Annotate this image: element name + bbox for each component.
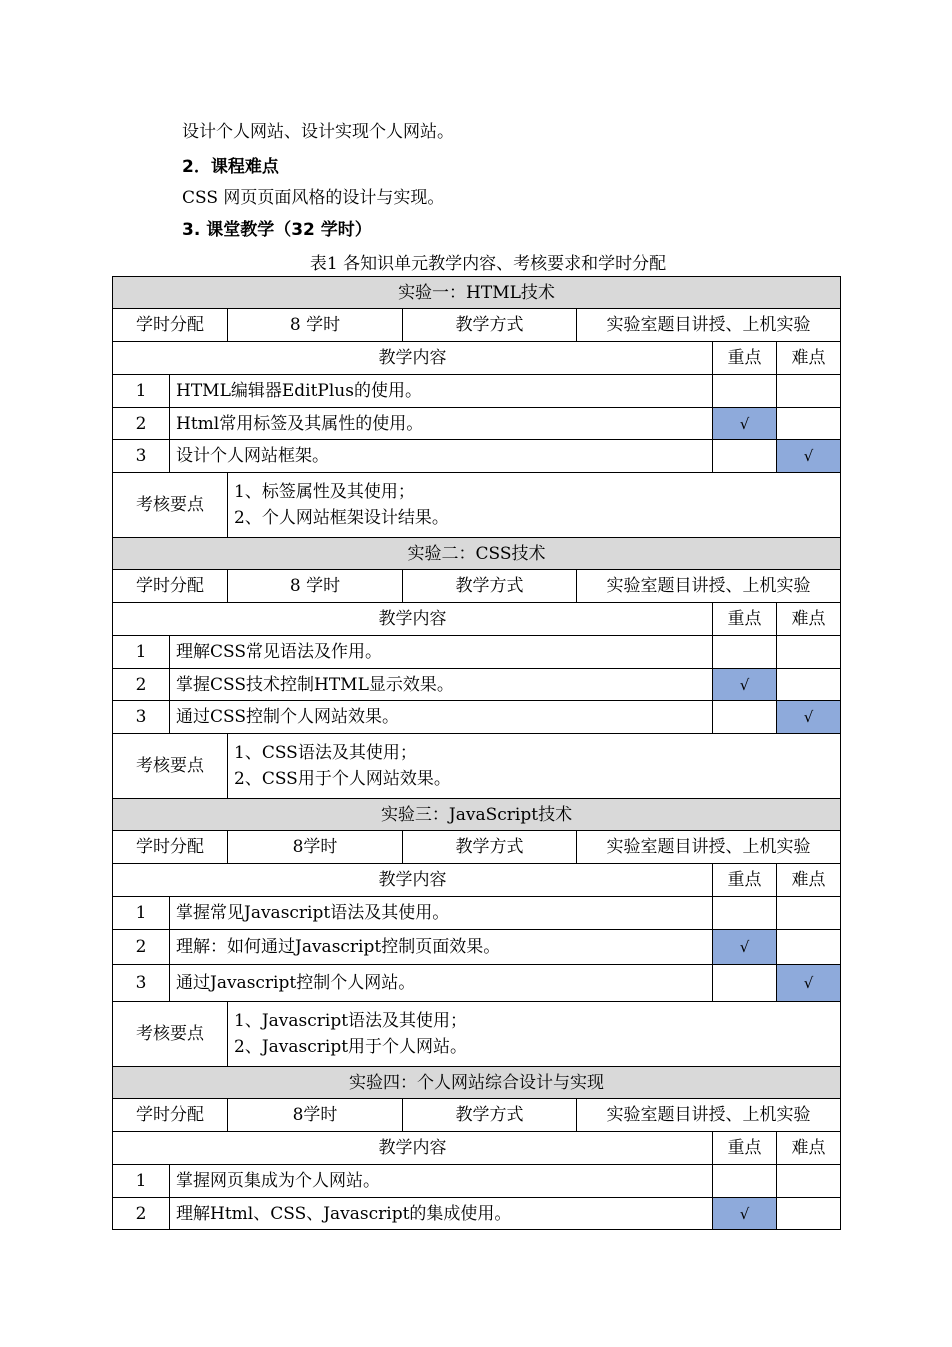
table-row <box>113 1165 841 1198</box>
knowledge-unit-table <box>112 276 841 1230</box>
difficulty-cell <box>777 701 841 734</box>
check-mark-icon: √ <box>739 675 750 694</box>
item-text: 理解CSS常见语法及作用。 <box>170 636 713 669</box>
item-number: 2 <box>113 669 170 701</box>
table-row <box>113 930 841 965</box>
experiment-title-row <box>113 1067 841 1099</box>
assessment-line: 2、CSS用于个人网站效果。 <box>234 769 451 789</box>
key-point-cell <box>713 408 777 440</box>
hours-allocation-row <box>113 831 841 864</box>
difficulty-cell <box>777 897 841 930</box>
table-row <box>113 375 841 408</box>
key-point-cell <box>713 965 777 1002</box>
assessment-line: 2、Javascript用于个人网站。 <box>234 1037 468 1057</box>
assessment-label: 考核要点 <box>113 734 228 799</box>
assessment-row <box>113 1002 841 1067</box>
hours-allocation-row <box>113 1099 841 1132</box>
hours-allocation-row <box>113 570 841 603</box>
content-header-row <box>113 603 841 636</box>
assessment-content <box>228 1002 841 1067</box>
teaching-content-header: 教学内容 <box>113 603 713 636</box>
table-caption: 表1 各知识单元教学内容、考核要求和学时分配 <box>309 254 667 274</box>
difficulty-header: 难点 <box>777 1132 841 1165</box>
hours-value: 8学时 <box>228 1099 403 1132</box>
experiment-title-row <box>113 538 841 570</box>
key-point-cell <box>713 375 777 408</box>
heading-course-difficulties: 2．课程难点 <box>182 157 279 177</box>
hours-value: 8 学时 <box>228 309 403 342</box>
assessment-content <box>228 734 841 799</box>
key-point-cell <box>713 897 777 930</box>
key-point-header: 重点 <box>713 342 777 375</box>
experiment-title: 实验三：JavaScript技术 <box>113 799 841 831</box>
hours-allocation-label: 学时分配 <box>113 309 228 342</box>
teaching-method-value: 实验室题目讲授、上机实验 <box>577 309 841 342</box>
assessment-label: 考核要点 <box>113 473 228 538</box>
difficulty-cell <box>777 636 841 669</box>
hours-allocation-label: 学时分配 <box>113 1099 228 1132</box>
hours-allocation-label: 学时分配 <box>113 570 228 603</box>
content-header-row <box>113 1132 841 1165</box>
experiment-title: 实验四：个人网站综合设计与实现 <box>113 1067 841 1099</box>
hours-value: 8学时 <box>228 831 403 864</box>
item-text: 掌握CSS技术控制HTML显示效果。 <box>170 669 713 701</box>
item-number: 3 <box>113 440 170 473</box>
experiment-title-row <box>113 277 841 309</box>
item-text: 通过CSS控制个人网站效果。 <box>170 701 713 734</box>
item-text: 掌握网页集成为个人网站。 <box>170 1165 713 1198</box>
item-number: 2 <box>113 1198 170 1230</box>
item-text: Html常用标签及其属性的使用。 <box>170 408 713 440</box>
experiment-title-row <box>113 799 841 831</box>
hours-value: 8 学时 <box>228 570 403 603</box>
intro-line-1: 设计个人网站、设计实现个人网站。 <box>182 122 454 142</box>
teaching-content-header: 教学内容 <box>113 342 713 375</box>
assessment-line: 1、CSS语法及其使用； <box>234 743 417 763</box>
difficulty-cell <box>777 669 841 701</box>
item-text: 理解Html、CSS、Javascript的集成使用。 <box>170 1198 713 1230</box>
item-number: 1 <box>113 1165 170 1198</box>
table-row <box>113 440 841 473</box>
teaching-method-label: 教学方式 <box>403 1099 577 1132</box>
item-text: HTML编辑器EditPlus的使用。 <box>170 375 713 408</box>
assessment-line: 1、标签属性及其使用； <box>234 482 415 502</box>
assessment-row <box>113 473 841 538</box>
difficulty-cell <box>777 1165 841 1198</box>
assessment-content <box>228 473 841 538</box>
table-row <box>113 408 841 440</box>
key-point-cell <box>713 669 777 701</box>
difficulty-cell <box>777 375 841 408</box>
hours-allocation-row <box>113 309 841 342</box>
difficulty-cell <box>777 440 841 473</box>
table-row <box>113 1198 841 1230</box>
key-point-header: 重点 <box>713 1132 777 1165</box>
difficulty-header: 难点 <box>777 603 841 636</box>
check-mark-icon: √ <box>739 1204 750 1223</box>
teaching-content-header: 教学内容 <box>113 1132 713 1165</box>
table-row <box>113 636 841 669</box>
key-point-cell <box>713 636 777 669</box>
assessment-line: 1、Javascript语法及其使用； <box>234 1011 468 1031</box>
content-header-row <box>113 342 841 375</box>
key-point-header: 重点 <box>713 864 777 897</box>
key-point-header: 重点 <box>713 603 777 636</box>
heading-classroom-teaching: 3. 课堂教学（32 学时） <box>182 220 372 240</box>
teaching-method-value: 实验室题目讲授、上机实验 <box>577 831 841 864</box>
key-point-cell <box>713 930 777 965</box>
assessment-label: 考核要点 <box>113 1002 228 1067</box>
difficulty-cell <box>777 1198 841 1230</box>
table-row <box>113 669 841 701</box>
hours-allocation-label: 学时分配 <box>113 831 228 864</box>
experiment-title: 实验一：HTML技术 <box>113 277 841 309</box>
teaching-method-label: 教学方式 <box>403 831 577 864</box>
key-point-cell <box>713 1165 777 1198</box>
difficulty-header: 难点 <box>777 864 841 897</box>
table-row <box>113 701 841 734</box>
item-number: 2 <box>113 408 170 440</box>
assessment-line: 2、个人网站框架设计结果。 <box>234 508 449 528</box>
difficulty-cell <box>777 408 841 440</box>
table-row <box>113 897 841 930</box>
check-mark-icon: √ <box>739 414 750 433</box>
difficulty-header: 难点 <box>777 342 841 375</box>
item-number: 1 <box>113 897 170 930</box>
difficulty-cell <box>777 930 841 965</box>
teaching-method-label: 教学方式 <box>403 570 577 603</box>
teaching-method-label: 教学方式 <box>403 309 577 342</box>
experiment-title: 实验二：CSS技术 <box>113 538 841 570</box>
table-row <box>113 965 841 1002</box>
key-point-cell <box>713 701 777 734</box>
check-mark-icon: √ <box>739 938 750 956</box>
check-mark-icon: √ <box>803 974 814 992</box>
assessment-row <box>113 734 841 799</box>
item-text: 设计个人网站框架。 <box>170 440 713 473</box>
key-point-cell <box>713 1198 777 1230</box>
item-number: 3 <box>113 701 170 734</box>
item-text: 掌握常见Javascript语法及其使用。 <box>170 897 713 930</box>
item-number: 3 <box>113 965 170 1002</box>
check-mark-icon: √ <box>803 708 814 726</box>
key-point-cell <box>713 440 777 473</box>
item-number: 1 <box>113 375 170 408</box>
item-number: 1 <box>113 636 170 669</box>
item-text: 通过Javascript控制个人网站。 <box>170 965 713 1002</box>
teaching-method-value: 实验室题目讲授、上机实验 <box>577 570 841 603</box>
content-header-row <box>113 864 841 897</box>
check-mark-icon: √ <box>803 447 814 465</box>
intro-line-2: CSS 网页页面风格的设计与实现。 <box>182 188 445 208</box>
teaching-content-header: 教学内容 <box>113 864 713 897</box>
item-number: 2 <box>113 930 170 965</box>
item-text: 理解：如何通过Javascript控制页面效果。 <box>170 930 713 965</box>
teaching-method-value: 实验室题目讲授、上机实验 <box>577 1099 841 1132</box>
difficulty-cell <box>777 965 841 1002</box>
